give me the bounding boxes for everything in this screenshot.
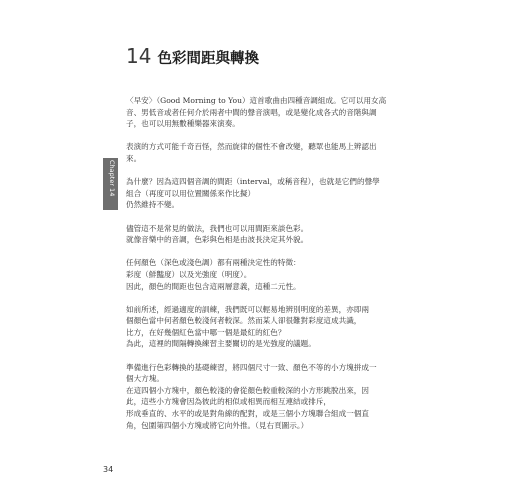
text-line: 任何顏色（深色或淺色調）都有兩種決定性的特徵： [126,258,301,268]
heading-title: 色彩間距與轉換 [157,51,259,67]
paragraph [126,95,416,130]
text-line: 組合（再度可以用位置關係來作比擬） [126,188,256,198]
text-line: 個顏色當中何者顏色較淺何者較深。然而某人卻很難對彩度這成共識， [126,316,362,326]
text-line: 〈早安〉（Good Morning to You）這首歌曲由四種音調組成。它可以用女高 [126,96,387,105]
text-line: 個大方塊。 [126,374,164,384]
text-line: 角，包圍第四個小方塊或將它向外推。（見右頁圖示。） [126,420,309,430]
chapter-tab [103,158,118,210]
text-line: 比方，在好幾個紅色當中哪一個是最紅的紅色？ [126,327,286,337]
paragraph [126,362,416,432]
text-line: 仍然維持不變。 [126,200,180,210]
text-line: 準備進行色彩轉換的基礎練習，將四個尺寸一致、顏色不等的小方塊拼成一 [126,362,377,372]
page-number: 34 [103,465,114,474]
paragraph [126,257,416,292]
text-line: 來。 [126,153,142,163]
text-line: 表演的方式可能千奇百怪，然而旋律的個性不會改變，聽眾也能馬上辨認出 [126,142,377,152]
heading-number: 14 [126,44,152,68]
paragraph [126,141,416,164]
text-line: 此，這些小方塊會因為彼此的相似或相異而相互連結或排斥， [126,397,332,407]
text-line: 儘管這不是常見的做法，我們也可以用間距來談色彩。 [126,223,309,233]
chapter-heading [126,44,259,68]
text-line: 就像音樂中的音調，色彩與色相是由波長決定其外貌。 [126,235,309,245]
chapter-tab-label: Chapter 14 [108,160,116,197]
paragraph [126,304,416,350]
text-line: 彩度（鮮豔度）以及光強度（明度）。 [126,269,252,279]
text-line: 子，也可以用無數種樂器來演奏。 [126,119,240,129]
text-line: 形成垂直的、水平的或是對角線的配對，或是三個小方塊聯合組成一個直 [126,409,369,419]
text-line: 在這四個小方塊中，顏色較淺的會從顏色較重較深的小方形跳脫出來，因 [126,385,369,395]
body-text [126,95,416,443]
paragraph [126,176,416,211]
text-line: 為什麼？因為這四個音調的間距（interval，或稱音程），也就是它們的聲學 [126,177,380,187]
text-line: 如前所述，經過適度的訓練，我們既可以輕易地辨別明度的差異，亦即兩 [126,304,369,314]
text-line: 為此，這裡的間隔轉換練習主要關切的是光強度的議題。 [126,339,316,349]
text-line: 因此，顏色的間距也包含這兩層意義，這種二元性。 [126,281,301,291]
text-line: 音、男低音或者任何介於兩者中間的聲音演唱，或是變化成各式的音階與調 [126,107,377,117]
paragraph [126,223,416,246]
